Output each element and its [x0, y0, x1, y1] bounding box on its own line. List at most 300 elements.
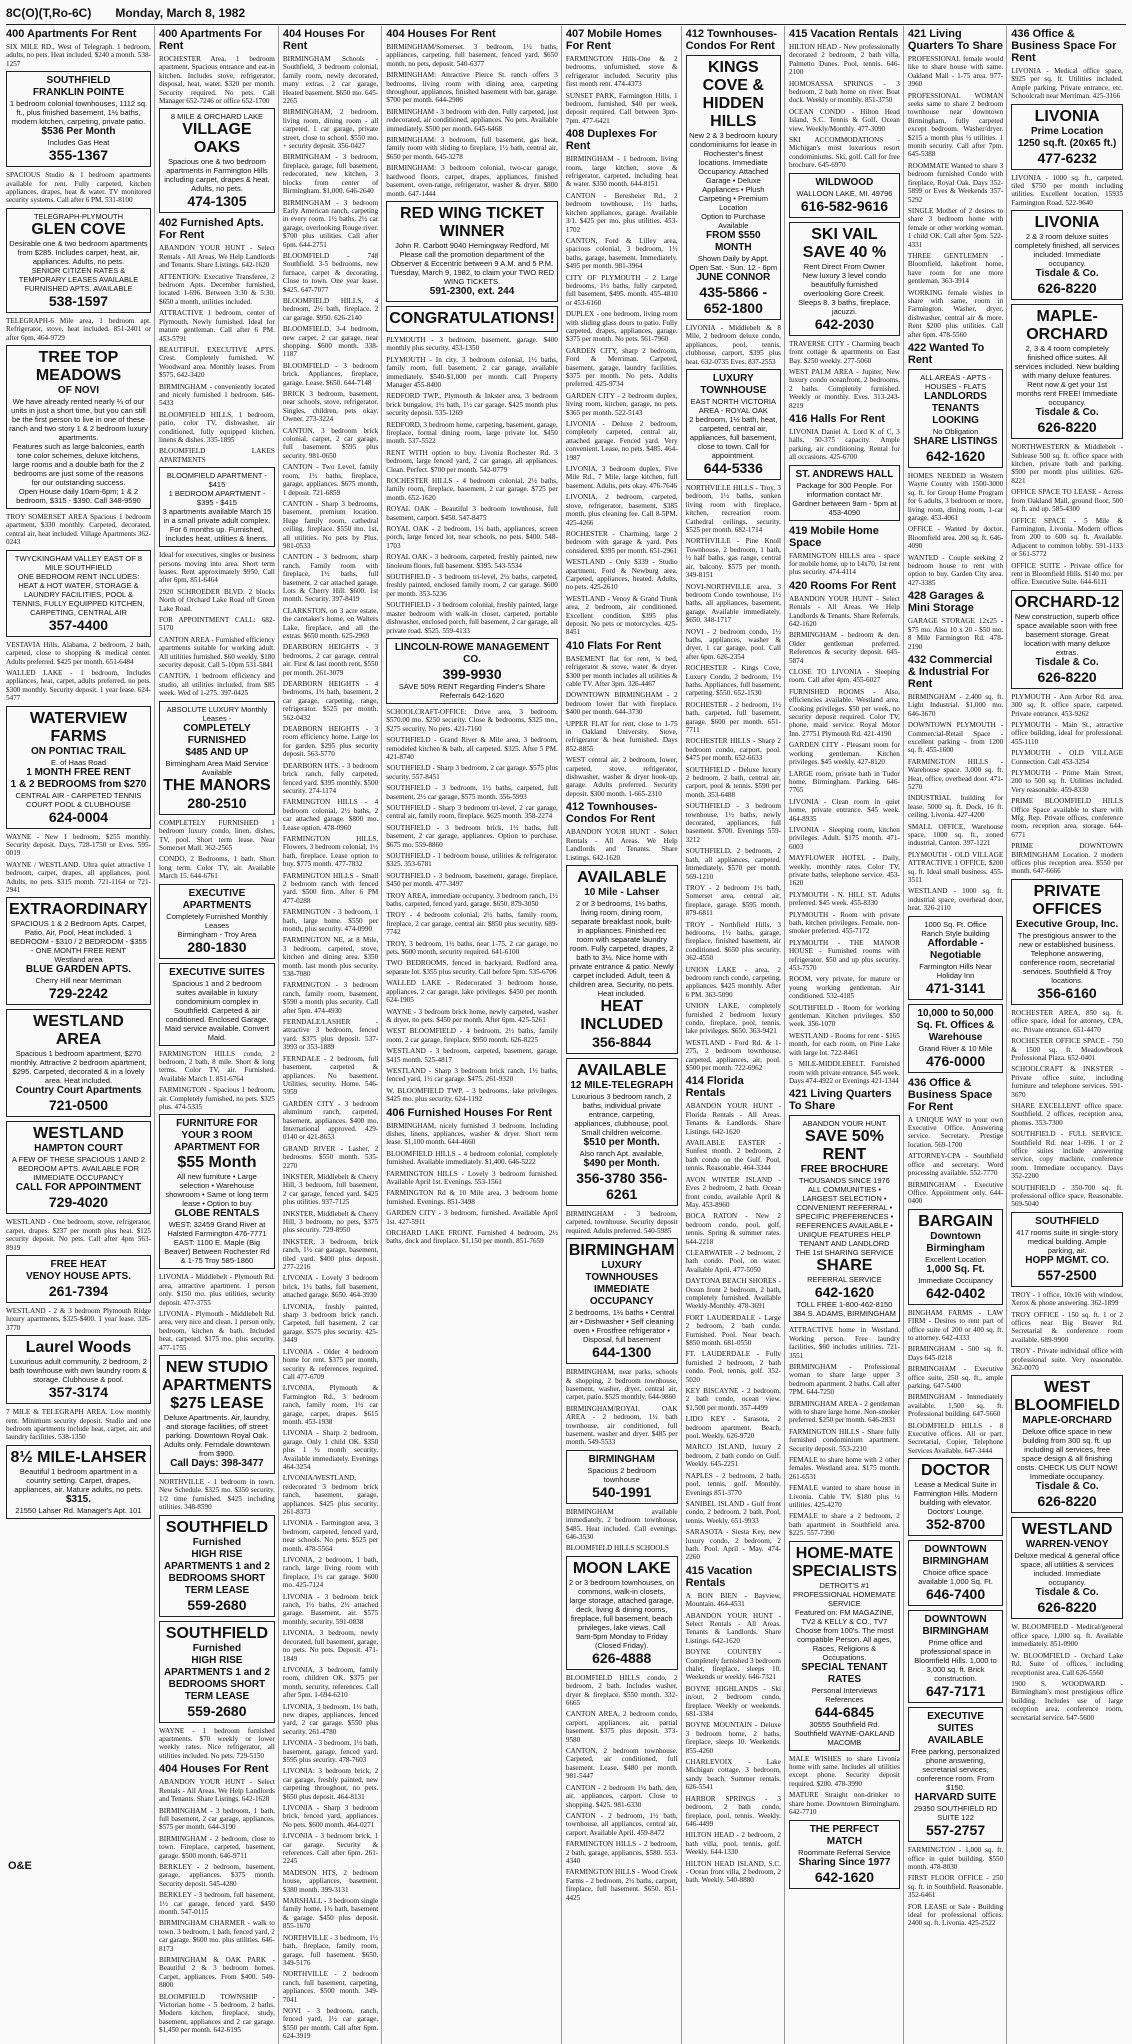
display-ad-line: Featured on: FM MAGAZINE, TV2 & KELLY & CO., TV7: [795, 1607, 894, 1626]
classified-ad: FARMINGTON HILLS condo, 2 bedroom, 2 bath, 8 mile. Short & long terms. Color TV, air. Furnished. Available March 1. 851-6764: [158, 1049, 275, 1083]
display-ad-line: TENANTS LOOKING: [931, 403, 980, 426]
display-ad-line: Deluxe Apartments. Air, laundry, and storage facilities, off street parking. Downtown Royal Oak. Adults only. Ferndale downtown from $900.: [163, 1413, 271, 1459]
display-ad: [908, 1707, 1003, 1842]
display-ad-line: 2 or 3 bedroom townhouses, on commons, walk-in closets, large storage, attached garage, deck, living & dining rooms, fireplace, full basement, beach privileges, lake views. Call 9am-5pm Monday to Friday (Closed Friday).: [568, 1577, 675, 1650]
classified-ad: GARDEN CITY, sharp 2 bedroom, Ford & Merriman. Carpeted, basement, garage, laundry facilities. $375 per month. No pets. Adults preferred. 425-9734: [565, 346, 678, 389]
display-ad: [789, 1820, 900, 1889]
classified-ad: NAPLES - 2 bedroom, 2 bath, pool, tennis, golf. Monthly. Evenings 851-3770: [685, 1471, 781, 1497]
display-ad-line: CALL FOR APPOINTMENT: [15, 1182, 142, 1194]
classified-ad: CANTON - Sharp 3 bedrooms, basement, premium location. Huge family room, cathedral ceiling. fireplace. $550 mo. 1st, all utilities. No pets by Plus. 981-0533: [282, 499, 379, 550]
classified-ad: NORTHVILLE - 1 bedroom in town. New Schedule. $325 mo. $350 security. 1/2 time furnished. $425 including utilities. 348-8590: [158, 1478, 275, 1512]
classified-ad: TROY AREA, immediate occupancy. 3 bedroom ranch, 1½ baths, carpeted, fenced yard, garage. $650. 879-3050: [386, 891, 558, 909]
classified-ad: INKSTER, 3 bedroom, brick ranch, 1½ car garage, basement, tiled yard. $400 plus deposit. 277-2216: [282, 1237, 379, 1272]
classified-ad: BLOOMFIELD HILLS condo, 2 bedroom, 2 bath. Includes washer, dryer & fireplace. $550 month. 332-6665: [565, 1673, 678, 1708]
classified-ad: BIRMINGHAM - Professional woman to share large upper 3 bedroom apartment. 2 baths. Call after 7PM. 644-7250: [788, 1362, 900, 1397]
classified-ad: BIRMINGHAM available immediately, 2 bedroom townhouse, $485. Heat included. Call evenings. 646-3530: [565, 1507, 678, 1541]
display-ad: [6, 208, 151, 313]
display-ad: [1011, 104, 1123, 170]
display-ad: [789, 222, 900, 336]
classified-ad: W. BLOOMFIELD - Medical/general office space, 1,000 sq. ft. Available immediately. 851-0900: [1011, 1623, 1123, 1649]
classified-ad: HARBOR SPRINGS - 3 bedroom, 2 bath condo, fireplace, pool, tennis. Weekly. 646-4499: [685, 1794, 781, 1828]
display-ad-line: CENTRAL AIR - CARPETED TENNIS COURT POOL & CLUBHOUSE: [15, 790, 142, 809]
classified-ad: BIRMINGHAM, nicely furnished 3 bedroom. Including dishes, linens, appliances, washer & dryer. Short term lease. $1,100 month. 644-4660: [386, 1121, 558, 1147]
classified-ad: 2920 SCHROEDER BLVD. 2 blocks North of Orchard Lake Road off Green Lake Road.: [158, 587, 275, 613]
display-ad: [159, 108, 275, 213]
display-ad-line: SPACIOUS 1 & 2 Bedroom Apts. Carpet, Patio, Air, Pool, Heat included. 1 BEDROOM - $310 / 2 BEDROOM - $355 - ONE MONTH FREE RENT: [10, 919, 147, 956]
classified-column: [386, 26, 562, 2044]
display-ad-line: Also ranch Apt. available,: [579, 1148, 664, 1158]
display-ad-line: Please call the promotion department of the Observer & Eccentric between 9 A.M. and 5 P.M. Tuesday, March 9, 1982, to claim your TWO RED WING TICKETS.: [389, 249, 555, 286]
classified-ad: BIRMINGHAM - 2 bedroom, close to town. Fireplace, carpeted, basement, garage. $500 month. 646-9711: [158, 1834, 275, 1860]
display-ad-line: $490 per Month.: [583, 1157, 660, 1169]
classified-ad: FARMINGTON - 3 bedroom ranch, family room, basement, $590 a month plus security. Call after 5pm. 474-4930: [282, 981, 379, 1015]
classified-ad: CANTON - 2 bedroom 1½ bath, den, air, appliances, carport. Close to shopping. $425. 981-6330: [565, 1783, 678, 1809]
display-ad-line: $510 per Month.: [583, 1136, 660, 1148]
classified-ad: LIVONIA, 3 bedroom, family room, children OK. $375 per month, security, references. Call after 5pm. 1-694-6210: [282, 1665, 379, 1700]
display-ad-line: LINCOLN-ROWE MANAGEMENT CO.: [394, 641, 550, 665]
classified-column: [1011, 26, 1126, 2044]
classified-ad: BLOOMFIELD HILLS - 8 Executive offices. All or part. Secretarial, Copier, Telephone Services Available. 647-3444: [907, 1421, 1004, 1455]
classified-ad: 5 MILE-MIDDLEBELT. Furnished room with private entrance. $45 week. Days 474-4922 or Evenings 421-1344: [788, 1060, 900, 1085]
classified-ad: ROOM, very private, for mature or young working gentleman. Air conditioned. 532-4185: [788, 975, 900, 1001]
display-ad-line: Ranch Style building: [921, 928, 990, 938]
classified-ad: ATTORNEY-CPA - Southfield office and secretary. Word processing available. 552-7770: [907, 1152, 1004, 1178]
classified-ad: BINGHAM FARMS - LAW FIRM - Desires to rent part of office suite of 200 or 400 sq. ft. to attorney. 642-4333: [907, 1308, 1004, 1342]
classified-ad: SCHOOLCRAFT & INKSTER - Private office suite, including furniture and telephone services. 591-3670: [1011, 1065, 1123, 1099]
display-ad-line: 616-582-9616: [800, 197, 889, 214]
classified-ad: GRAND RIVER - Lasher, 2 bedrooms. $550 month. 535-2270: [282, 1144, 379, 1170]
display-ad-line: WESTLAND AREA: [33, 1013, 124, 1049]
display-ad-line: Executive Group, Inc.: [1015, 918, 1119, 930]
classified-ad: BIRMINGHAM: 3 bedroom, full basement, gas heat, family room with sliding to fireplace, 1½ bath, central air, $650 per month. 645-3278: [386, 136, 558, 161]
display-ad-line: WARREN-VENOY: [1025, 1539, 1109, 1551]
display-ad-line: KINGS COVE & HIDDEN HILLS: [702, 59, 764, 130]
classified-ad: FT. LAUDERDALE - Fully furnished 2 bedroom, 2 bath condo. Pool, tennis, golf. 352-5020: [685, 1350, 781, 1384]
section-heading: 404 Houses For Rent: [282, 28, 365, 52]
display-ad-line: ABANDON YOUR HUNT: [802, 1119, 887, 1129]
display-ad-line: SOUTHFIELD: [1035, 1215, 1100, 1227]
display-ad: [6, 1445, 151, 1519]
classified-ad: LIVONIA - Middlebelt - Plymouth Rd. area, attractive apartment. 1 person only. $150 mo. plus utilities, security deposit. 477-3755: [158, 1273, 275, 1307]
display-ad-line: SHARE: [816, 1257, 873, 1275]
display-ad-line: 280-2510: [187, 794, 247, 811]
classified-ad: INKSTER, Middlebelt & Cherry Hill, 3 bedroom, no pets, $375 plus security. 729-8950: [282, 1209, 379, 1235]
classified-ad: WAYNE / WESTLAND. Ultra quiet attractive 1 bedroom, carpet, drapes, all appliances, pool. Adults, no pets. $315 month. 721-1164 or 721-2941: [6, 860, 151, 894]
section-heading: 412 Townhouses-Condos For Rent: [565, 801, 658, 826]
classified-ad: REDFORD, 3 bedroom home, carpeting, basement, garage, fireplace, formal dining room, large private lot. $450 month. 537-5522: [386, 420, 558, 446]
display-ad-line: VILLAGE OAKS: [182, 121, 252, 157]
classified-ad: ROYAL OAK - 2 bedroom, 1½ bath, appliances, screen porch, large fenced lot, near schools, no pets. $400. 548-1703: [386, 525, 558, 550]
classified-ad: LIDO KEY - Sarasota, 2 bedroom apartment. Beach, pool. Weekly. 626-9720: [685, 1415, 781, 1441]
classified-ad: RENT WITH option to buy. Livonia Rochester Rd. 3 bedroom, large fenced yard, 2 car garage, all appliances. Clean. Perfect. $700 per month. 542-0779: [386, 448, 558, 474]
issue-date: Monday, March 8, 1982: [115, 6, 246, 20]
display-ad-line: ABSOLUTE LUXURY Monthly Leases -: [166, 704, 268, 723]
display-ad-line: GLEN COVE: [31, 220, 126, 238]
classified-ad: ROCHESTER - Charming, large 2 bedroom with garage & yard. Pets considered. $395 per month. 651-2961: [565, 529, 678, 555]
classified-ad: NORTHWESTERN & Middlebelt - Sublease 500 sq. ft. office space with kitchen, private bath and parking. $500 per month plus utilities. 626-8221: [1011, 443, 1123, 485]
classified-ad: ABANDON YOUR HUNT - Select Rentals - All Areas. Tenants & Landlords. Share Listings. 642-1620: [685, 1611, 781, 1645]
classified-ad: GARDEN CITY - 3 bedroom aluminum ranch, carpeted, basement, appliances. $400 mo. International approved. 429-0140 or 421-8653: [282, 1099, 379, 1142]
display-ad-line: VENOY HOUSE APTS.: [25, 1271, 131, 1282]
display-ad-line: John R. Carbott 9040 Hemingway Redford, MI: [395, 240, 549, 250]
classified-ad: ROCHESTER AREA, 850 sq. ft. office space, ideal for attorney, CPA, etc. Private entrance. 651-4470: [1011, 1008, 1123, 1034]
display-ad-line: THE PERFECT MATCH: [809, 1823, 880, 1847]
classified-ad: BOCA RATON - New 2 bedroom condo, pool, golf, tennis. Spring & summer rates. 644-2218: [685, 1212, 781, 1246]
classified-ad: SOUTHFIELD - Sharp 3 bedroom, 2 car garage. $575 plus security. 557-8451: [386, 764, 558, 781]
classified-ad: BIRMINGHAM - 2,400 sq. ft. Light Industrial. $1,000 mo. 646-3670: [907, 692, 1004, 718]
display-ad-line: Birmingham - Troy Area: [177, 929, 257, 939]
classified-ad: SARASOTA - Siesta Key, new luxury condo, 2 bedroom, 2 bath. Pool. April - May. 474-2260: [685, 1528, 781, 1562]
display-ad-line: 1250 sq.ft. (20x65 ft.): [1017, 137, 1117, 149]
display-ad-line: 591-2300, ext. 244: [429, 285, 515, 297]
section-heading: 419 Mobile Home Space: [788, 524, 879, 549]
display-ad: [6, 1255, 151, 1303]
section-heading: 414 Florida Rentals: [685, 1075, 744, 1100]
classified-ad: OFFICE - Wanted by doctor. Bloomfield area. 200 sq. ft. 646-4090: [907, 525, 1004, 551]
classified-ad: CONDO, 2 Bedrooms, 1 bath. Short long term. Color TV, air. Available March 15. 644-6761: [158, 855, 275, 881]
display-ad-line: Completely Furnished Monthly Leases: [166, 911, 268, 930]
display-ad-line: 538-1597: [48, 292, 109, 309]
classified-ad: WORKING female wishes to share with same, room in Farmington. Washer, dryer, dishwasher, central air & more. Rent $200 plus utilities. Call after 6pm. 478-5560: [907, 288, 1004, 339]
display-ad-line: Furnished: [192, 1536, 242, 1548]
classified-ad: BRICK 3 bedroom, basement, near schools, stove, refrigerator. Singles, children, pets okay. Owner. 273-3224: [282, 390, 379, 424]
display-ad-line: Tisdale & Co.: [1035, 656, 1099, 668]
classified-ad: FARMINGTON HILLS - Share fully furnished condominium apartment. Security deposit. 553-2210: [788, 1427, 900, 1453]
classified-ad: SOUTHFIELD, 2 bedroom, 2 bath, all appliances, carpeted. Immediately. $570 per month. 569-1210: [685, 847, 781, 881]
display-ad-line: EAST NORTH VICTORIA AREA - ROYAL OAK: [690, 397, 776, 416]
classified-ad: GARDEN CITY - 3 bedroom, furnished. Available April 1st. 427-5911: [386, 1209, 558, 1226]
display-ad-line: 474-1305: [187, 193, 247, 210]
display-ad: [789, 1115, 900, 1322]
display-ad: [159, 1515, 275, 1617]
display-ad-line: Cherry Hill near Merriman: [35, 976, 122, 986]
display-ad-line: EXTRAORDINARY: [9, 901, 148, 919]
classified-ad: WESTLAND - Rooms for rent - $165 month, for each room, on Pine Lake with large lot. 722-8461: [788, 1031, 900, 1057]
page-header: [6, 4, 1126, 25]
classified-ad: FARMINGTON HILLS - Small 2 bedroom ranch with fenced yard. $500 firm. After 6 PM 477-0288: [282, 871, 379, 905]
classified-ad: ROCHESTER Area, 1 bedroom apartment. Spacious entrance and eat-in kitchen. Includes stove, refrigerator, disposal, heat, water. $320 per month. Security required. No pets. Call Manager 652-7246 or office 652-1700: [158, 55, 275, 106]
classified-ad: CANTON, 3 bedroom brick colonial, carpet, 2 car garage, full basement. $595 plus security. 981-0650: [282, 426, 379, 460]
display-ad-line: 647-7171: [925, 1683, 986, 1700]
classified-ad: ROCHESTER OFFICE SPACE - 750 & 1500 sq. ft. Meadowbrook Professional Plaza. 652-0401: [1011, 1037, 1123, 1062]
classified-ad: WESTLAND - Only $339 - Studio apartment, Ford & Newburg area. Carpeted, appliances, heated. Adults, no pets. 425-2610: [565, 558, 678, 592]
classified-ad: BOYNE MOUNTAIN - Deluxe 3 bedroom home, 2 baths, fireplace, sleeps 10. Weekends. 855-4260: [685, 1721, 781, 1755]
display-ad-line: ON PONTIAC TRAIL: [30, 745, 126, 757]
display-ad-line: Tisdale & Co.: [1035, 407, 1099, 419]
display-ad-line: HEAT INCLUDED: [580, 997, 664, 1033]
classified-ad: BIRMINGHAM: 3 bedroom colonial, two-car garage, hardwood floors, carpet, drapes, appliances, finished basement, oven-range, refrigerator, washer & dryer. $800 month. 647-1444: [386, 164, 558, 198]
section-heading: 421 Living Quarters To Share: [907, 28, 1004, 52]
classified-ad: DEARBORN HEIGHTS - 3 room efficiency home. Large lot for garden. $295 plus security deposit. 563-5770: [282, 725, 379, 759]
display-ad: [6, 897, 151, 1005]
display-ad: [1011, 304, 1123, 439]
display-ad-line: 540-1991: [592, 1483, 652, 1500]
display-ad-line: Roommate Referral Service: [798, 1847, 891, 1857]
classified-ad: HILTON HEAD ISLAND, S.C. - Ocean front villa, 2 bedroom, 2 bath. Weekly. 540-8880: [685, 1859, 781, 1885]
display-ad-line: 476-0000: [925, 1052, 986, 1069]
display-ad: [159, 467, 275, 547]
display-ad: [686, 369, 781, 480]
display-ad-line: WEST BLOOMFIELD: [1014, 1379, 1120, 1415]
display-ad-line: Spacious one & two bedroom apartments in Farmington Hills including carpet, drapes & heat. Adults, no pets.: [164, 157, 270, 194]
classified-ad: BLOOMFIELD HILLS, 4 bedroom, 2½ bath, fireplace, 2 car garage. $950. 626-2140: [282, 296, 379, 322]
classified-ad: REDFORD TWP., Plymouth & Inkster area, 3 bedroom brick bungalow, 1½ bath, 1½ car garage. $425 month plus security deposit. 535-1269: [386, 392, 558, 418]
display-ad-line: Tisdale & Co.: [1035, 1587, 1099, 1599]
classified-ad: HILTON HEAD - 2 bedroom, 2 bath villa, pool, tennis, golf. Weekly. 644-1330: [685, 1831, 781, 1857]
display-ad: [566, 1450, 678, 1504]
classified-column: [686, 26, 785, 2044]
display-ad-line: 356-8844: [592, 1033, 652, 1050]
display-ad: [566, 1058, 678, 1206]
display-ad-line: TOLL FREE 1-800-462-8150 384 S. ADAMS, BIRMINGHAM: [792, 1300, 896, 1319]
classified-ad: PLYMOUTH - Room with private bath, kitchen privileges. Female, non-smoker preferred. 455-7172: [788, 910, 900, 936]
display-ad-line: BIRMINGHAM: [588, 1453, 655, 1465]
classified-ad: WESTLAND - 3 bedroom, carpeted, basement, garage, $415 month. 525-4817: [386, 1047, 558, 1064]
classified-ad: TRAVERSE CITY - Charming beach front cottage & apartments on East Bay. $250 weekly. 277-5060: [788, 339, 900, 365]
display-ad-line: 8 MILE & ORCHARD LAKE: [170, 112, 263, 122]
classified-ad: INDUSTRIAL building for lease. 5000 sq. ft. Dock, 16 ft. ceiling. Livonia. 427-4200: [907, 794, 1004, 820]
classified-ad: HOMOSASSA SPRINGS - 3 bedroom, 2 bath home on river. Boat dock. Weekly or monthly. 851-3750: [788, 79, 900, 105]
display-ad-line: Includes Gas Heat: [47, 138, 110, 148]
display-ad-line: 1 bedroom colonial townhouses, 1112 sq. ft., plus finished basement, 1½ baths, modern kitchen, carpeting, private patio.: [9, 99, 148, 127]
classified-ad: LIVONIA - Sharp 3 bedroom brick, fenced yard, appliances. No pets. $600 month. 464-0271: [282, 1804, 379, 1829]
classified-ad: SOUTHFIELD - Deluxe luxury 2 bedroom, 2 bath, central air, carport, pool & tennis. $590 per month. 353-6488: [685, 765, 781, 799]
classified-ad: CANTON AREA - Furnished efficiency apartments suitable for working adult. All utilities furnished. $60 weekly. $180 security deposit. Call 5-10pm 531-5841: [158, 635, 275, 670]
classified-ad: FEMALE to share home with 2 other females. Westland area. $175 month. 261-6531: [788, 1456, 900, 1481]
display-ad: [6, 71, 151, 167]
classified-ad: NOVI-NORTHVILLE area, 3 bedroom Condo townhouse, 1½ baths, all appliances, basement, garage. Available immediately. $650. 348-1717: [685, 582, 781, 625]
section-heading: 432 Commercial & Industrial For Rent: [907, 653, 993, 690]
display-ad-line: 29350 SOUTHFIELD RD SUITE 122: [913, 1804, 998, 1823]
display-ad-line: Personal Interviews References: [811, 1685, 878, 1704]
display-ad-line: 21550 Lahser Rd. Manager's Apt. 101: [15, 1505, 142, 1515]
display-ad-line: EXECUTIVE SUITES: [169, 966, 265, 978]
classified-ad: LIVONIA - Medical office space, $925 per sq. ft. Utilities included. Ample parking. Private entrance, etc. Schoolcraft near Merriman. 425-3166: [1011, 67, 1123, 101]
classified-ad: SOUTHFIELD - 3 bedroom townhouse, 1½ baths, newly decorated, appliances, full basement. $700. Evenings 559-3212: [685, 802, 781, 844]
classified-ad: SPACIOUS Studio & 1 bedroom apartments available for rent. Fully carpeted, kitchen appliances, drapes, heat & water. TV monitored security systems. Call after 6 PM. 531-8100: [6, 171, 151, 205]
classified-ad: BLOOMFIELD - 3 bedroom brick. Appliances, fireplace, garage. Lease. $650. 644-7148: [282, 361, 379, 387]
display-ad-line: Rent Direct From Owner: [803, 261, 886, 271]
classified-ad: TROY - Private individual office with professional suite. Very reasonable. 362-0070: [1011, 1347, 1123, 1373]
display-ad-line: New luxury 3 level condo beautifully furnished overlooking Gore Creek. Sleeps 8. 3 baths, fireplace, jacuzzi.: [798, 270, 891, 316]
classified-ad: CANTON - Two Level, family room, 1½ baths, fireplace, garage, appliances. $675 month, 1 deposit. 721-6859: [282, 463, 379, 497]
classified-column: [908, 26, 1007, 2044]
classified-ad: LIVONIA - Sleeping room, kitchen privileges. Adult. $175 month. 471-6003: [788, 825, 900, 851]
display-ad-line: 3 apartments available March 15 in a small private adult complex. For 6 months up. Furnished, includes heat, utilities & linens.: [162, 507, 272, 544]
display-ad-line: 729-2242: [48, 985, 109, 1002]
classified-ad: SUNSET PARK, Farmington Hills, 1 bedroom, furnished, $40 per week, deposit required. Call between 3pm-7pm. 477-6421: [565, 91, 678, 125]
display-ad-line: 1,000 Sq. Ft.: [926, 1263, 985, 1275]
display-ad-line: No Obligation: [932, 427, 979, 436]
classified-ad: SHARE EXCELLENT office space. Southfield. 2 offices, reception area, phones. 353-7300: [1011, 1101, 1123, 1127]
display-ad: [908, 1004, 1003, 1073]
display-ad-line: SAVE 50% RENT Regarding Finder's Share Referrals 642-1620: [398, 681, 546, 700]
classified-ad: WAYNE - New 1 bedroom, $255 monthly. Security deposit. Days, 728-1750 or Eves. 595-0019: [6, 832, 151, 858]
display-ad-line: 8½ MILE-LAHSER: [10, 1448, 147, 1466]
classified-ad: SOUTHFIELD - Sharp 3 bedroom tri-level, 2 car garage, central air, family room, fireplace. $625 month. 358-2274: [386, 803, 558, 821]
display-ad-line: 646-7400: [925, 1586, 986, 1603]
display-ad-line: DOWNTOWN BIRMINGHAM: [922, 1544, 989, 1568]
display-ad-line: 477-6232: [1037, 149, 1097, 166]
classified-ad: TROY - 2 bedroom 1½ bath, Somerset area, central air, fireplace, garage. $595 month. 879-6811: [685, 883, 781, 918]
classified-ad: PLYMOUTH - N. HILL ST. Adults preferred. $45 week. 455-8330: [788, 890, 900, 908]
display-ad-line: Tisdale & Co.: [1035, 1481, 1099, 1493]
classified-ad: BLOOMFIELD, 3-4 bedroom, new carpet, 2 car garage, near shopping. $600 month. 338-1187: [282, 325, 379, 359]
display-ad-line: 626-8220: [1037, 1599, 1097, 1616]
display-ad-line: OF NOVI: [57, 385, 100, 397]
edition-code: 8C(O)(T,Ro-6C): [6, 6, 92, 20]
display-ad-line: Desirable one & two bedroom apartments from $285. Includes carpet, heat, air, appliances. Adults, no pets.: [9, 238, 148, 266]
classified-ad: PLYMOUTH - OLD VILLAGE Connection. Call 453-3254: [1011, 749, 1123, 766]
section-heading: 415 Vacation Rentals: [685, 1564, 753, 1589]
display-ad-line: 642-1620: [814, 1868, 874, 1885]
section-heading: 407 Mobile Homes For Rent: [565, 28, 662, 52]
classified-ad: DEARBORN HEIGHTS - 4 bedrooms, 1½ bath, basement, 2 car garage, carpeting, range, refrigerator. $525 per month. 562-0432: [282, 680, 379, 722]
display-ad-line: TREE TOP MEADOWS: [35, 349, 122, 385]
classified-ad: ATTRACTIVE 1 bedroom, center of Plymouth. Newly furnished. Ideal for mature gentleman. Call after 6 PM. 453-5791: [158, 309, 275, 343]
display-ad-line: BLOOMFIELD APARTMENT - $415: [166, 471, 267, 490]
classified-ad: OFFICE SPACE - 5 Mile & Farmington, Livonia. Modern offices from 200 to 600 sq. ft. Available. Adjacent to common lobby. 591-1133 or 561-5772: [1011, 516, 1123, 559]
classified-ad: WESTLAND - 2 & 3 bedroom Plymouth Ridge luxury apartments, $325-$400. 1 year lease. 326-3770: [6, 1307, 151, 1332]
section-heading: 421 Living Quarters To Share: [788, 1088, 892, 1113]
classified-ad: FIRST FLOOR OFFICE - 250 sq. ft. in Southfield. Reasonable. 352-6461: [907, 1874, 1004, 1900]
display-ad: [1011, 879, 1123, 1005]
display-ad: [159, 1621, 275, 1723]
display-ad-line: 624-0004: [48, 808, 109, 825]
display-ad-line: BLUE GARDEN APTS.: [25, 964, 132, 976]
display-ad-line: HARVARD SUITE: [914, 1792, 997, 1804]
classified-ad: WAYNE - 3 bedroom brick home, newly carpeted, washer & dryer, no pets. $450 per month. After 6pm. 425-5261: [386, 1007, 558, 1024]
classified-ad: CANTON AREA, 2 bedroom condo, carport, appliances, air, partial basement. $375 plus deposit. 373-9580: [565, 1710, 678, 1744]
display-ad-line: Country Court Apartments: [15, 1085, 142, 1097]
classified-ad: PRIME DOWNTOWN BIRMINGHAM Location. 2 modern offices plus reception area. $550 per month. 647-6666: [1011, 842, 1123, 876]
classified-ad: UNION LAKE, completely furnished 2 bedroom luxury condo, fireplace, pool, tennis, lake privileges. $650. 363-9421: [685, 1002, 781, 1036]
section-heading: 436 Office & Business Space For Rent: [907, 1076, 993, 1113]
classified-ad: BIRMINGHAM, 2 bedroom, living room, dining room - all carpeted. 1 car garage, private street, close to school. $550 mo. + security deposit. 356-0427: [282, 108, 379, 151]
classified-ad: LIVONIA - Clean room in quiet home, private entrance. $45 week. 464-8935: [788, 797, 900, 823]
display-ad: [386, 201, 558, 302]
classified-ad: FERNDALE/LASHER - attractive 3 bedroom, fenced yard. $375 plus deposit. 537-3993 or 353-1889: [282, 1018, 379, 1052]
display-ad-line: WATERVIEW FARMS: [29, 709, 128, 745]
classified-ad: SOUTHFIELD - 3 bedroom, 1½ baths, carpeted, full basement, 2½ car garage, $575 month. 356-5993: [386, 784, 558, 801]
display-ad-line: 356-6160: [1037, 984, 1097, 1001]
classified-ad: CHARLEVOIX - Lake Michigan cottage, 3 bedroom, sandy beach. Summer rentals. 626-5541: [685, 1758, 781, 1792]
classified-ad: BLOOMFIELD HILLS - 4 bedroom colonial, completely furnished. Available immediately. $1,400. 646-5222: [386, 1149, 558, 1167]
classified-ad: LIVONIA, 3 bedroom duplex, Five Mile Rd., 7 Mile, large kitchen, full basement. Adults, pets okay. 476-7646: [565, 465, 678, 490]
display-ad-line: Immediate Occupancy: [918, 1275, 993, 1285]
classified-ad: BIRMINGHAM/ROYAL OAK AREA - 2 bedroom, 1½ bath townhouse, air conditioned, full basement, washer and dryer. $485 per month. 549-5533: [565, 1404, 678, 1447]
classified-ad: SOUTHFIELD - 3 bedroom, basement, garage, fireplace, $450 per month. 477-3497: [386, 871, 558, 889]
classified-ad: SOUTHFIELD - FULL SERVICE. Southfield Rd. near 1-696. 1 or 2 office suites include answering service, copy machine, conference room. Immediate occupancy. Days 352-2200: [1011, 1130, 1123, 1181]
classified-ad: WESTLAND - Venoy & Grand Trunk area, 2 bedroom, air conditioned. Excellent condition. $395 plus deposit. No pets or motorcycles. 425-8451: [565, 594, 678, 637]
display-ad: [908, 1209, 1003, 1305]
display-ad-line: 642-2030: [814, 315, 874, 332]
section-heading: 406 Furnished Houses For Rent: [386, 1106, 552, 1119]
display-ad: [566, 865, 678, 1054]
display-ad-line: LIVONIA: [1034, 107, 1100, 125]
display-ad-line: CONGRATULATIONS!: [389, 309, 555, 327]
display-ad-line: Shown Daily by Appt. Open Sat. - Sun. 12 - 6pm: [689, 254, 778, 272]
display-ad-line: THOUSANDS SINCE 1976 ALL COMMUNITIES • LARGEST SELECTION • CONVENIENT REFERRAL • SPECIFIC PREFERENCES • REFERENCES AVAILABLE • UNIQUE FEATURES HELP TENANT AND LANDLORD THE 1st SHARING SERVICE: [795, 1176, 894, 1258]
classified-ad: BIRMINGHAM Schools - Southfield, 3 bedroom colonial, family room, newly decorated, many extras. 2 car garage, Heated basement. $650 mo. 645-2265: [282, 55, 379, 106]
classified-ad: 1900 S. WOODWARD - Birmingham's most prestigious office building. Includes use of large reception area, conference room, secretarial service. 647-5600: [1011, 1679, 1123, 1722]
display-ad-line: HIGH RISE APARTMENTS 1 and 2 BEDROOMS SHORT TERM LEASE: [163, 1548, 270, 1596]
display-ad-line: SAVE 40 %: [802, 243, 887, 261]
classified-ad: PRIME BLOOMFIELD HILLS Office Space available to share with Mfg. Rep. Private offices, conference room, reception area, storage. 644-6771: [1011, 797, 1123, 839]
classified-ad: FARMINGTON HILLS - 4 bedroom colonial, 2½ baths, 2 car attached garage. $800 mo. Lease option. 478-0960: [282, 798, 379, 832]
display-ad-line: 642-1620: [814, 1284, 874, 1301]
classified-ad: ABANDON YOUR HUNT - Select Rentals - All Areas. We Help Landlords and Tenants. Share Listings. 642-1620: [158, 244, 275, 270]
classified-ad: ABANDON YOUR HUNT - Select Rentals - All Areas. We Help Landlords and Tenants. Share Listings. 642-1620: [158, 1778, 275, 1804]
classified-ad: MARSHALL - 3 bedroom single family home, 1½ bath, basement & garage. $450 plus deposit. 855-1670: [282, 1897, 379, 1931]
display-ad-line: Westland area: [54, 955, 103, 965]
classified-ad: BIRMINGHAM CHARMER - walk to town. 3 bedroom, 1 bath, fenced yard, 2 car garage. $600 mo. plus utilities. 646-8173: [158, 1919, 275, 1953]
classified-ad: 7 MILE & TELEGRAPH AREA. Low monthly rent. Minimum security deposit. Studio and one bedroom apartments include heat, carpet, air, and laundry facilities. 538-1350: [6, 1408, 151, 1442]
classified-ad: LIVONIA, Plymouth & Farmington Rd., 3 bedroom ranch, family room, 1½ car garage, carpet, drapes. $615 month. 453-1938: [282, 1384, 379, 1426]
classified-ad: BIRMINGHAM/Somerset. 3 bedroom, 1½ baths, appliances, carpeting, full basement, fenced yard. $650 month, no pets, deposit. 540-6377: [386, 43, 558, 68]
display-ad: [908, 916, 1003, 1000]
classified-ad: BLOOMFIELD HILLS SCHOOLS: [565, 1544, 669, 1553]
classified-ad: CANTON - 2 bedroom, 1½ bath, townhouse, all appliances, central air, carport. Available April. 459-8472: [565, 1811, 678, 1837]
classified-ad: PLYMOUTH - Prime Main Street, 200 to 500 sq. ft. Utilities included. Very reasonable. 459-8330: [1011, 769, 1123, 794]
classified-ad: PROFESSIONAL female would like to share house with same. Oakland Mall - 1-75 area. 977-3960: [907, 55, 1004, 89]
classified-ad: SOUTHFIELD - Grand River & Mile area, 3 bedroom, remodeled kitchen & bath, all carpeted. $325. After 5 PM. 421-8740: [386, 736, 558, 761]
display-ad-line: 559-2680: [187, 1702, 247, 1719]
display-ad: [6, 1335, 151, 1404]
classified-ad: DAYTONA BEACH SHORES - Ocean front 2 bedroom, 2 bath, completely furnished. Available Weekly-Monthly. 478-3691: [685, 1277, 781, 1311]
display-ad-line: Choice office space available 1,000 Sq. Ft.: [918, 1568, 993, 1587]
classified-ad: CITY OF PLYMOUTH - 2 Large bedrooms, 1½ baths, fully carpeted, full basement, $495. month. 455-4810 or 453-6160: [565, 273, 678, 307]
display-ad-line: LANDLORDS: [924, 391, 987, 402]
display-ad: [6, 550, 151, 637]
classified-ad: SIX MILE RD., West of Telegraph. 1 bedroom, adults, no pets. Heat included. $240 a month. 538-1257: [6, 43, 151, 68]
classified-ad: LIVONIA - Plymouth - Middlebelt Rd. area, very nice and clean. 1 person only, bedroom, kitchen & bath. Included heat, carpeted. $175 mo. plus security. 477-1755: [158, 1310, 275, 1352]
classified-ad: TWO BEDROOMS, fenced in backyard, Redford area, separate lot. $355 plus security. Call before 5pm. 535-6706: [386, 959, 558, 976]
display-ad: [908, 1540, 1003, 1606]
display-ad: [908, 1610, 1003, 1703]
display-ad-line: DOWNTOWN BIRMINGHAM: [922, 1614, 989, 1638]
display-ad-line: 626-8220: [1037, 419, 1097, 436]
classified-ad: HOMES NEEDED in Western Wayne County with 1500-3000 sq. ft. for Group Home Program for 6 adults, 3 bedroom or more, living room, dining room, 1-car garage. 453-4061: [907, 472, 1004, 523]
display-ad-line: Luxurious 3 bedroom ranch, 2 baths, individual private entrance, carpeting, appliances, clubhouse, pool. Small children welcome.: [571, 1091, 672, 1137]
display-ad-line: Birmingham Area Maid Service Available: [165, 758, 269, 777]
display-ad-line: FROM $550 MONTH: [706, 230, 761, 253]
classified-ad: LIVONIA - Middlebelt & 8 Mile, 2 bedroom deluxe condo, appliances, pool, tennis, clubhouse, carport, $395 plus heat. 632-0735 Eves. 837-2553: [685, 324, 781, 366]
classified-ad: ROCHESTER - Kings Cove, Luxury Condo, 2 bedroom, 1½ baths. Appliances, full basement, carpeting. $550. 652-1530: [685, 664, 781, 698]
display-ad-line: The prestigious answer to the new or established business. Telephone answering, conference room, secretarial services. Southfield & Troy locations.: [1017, 930, 1117, 985]
display-ad-line: HAMPTON COURT: [34, 1143, 123, 1155]
display-ad: [159, 1355, 275, 1474]
classified-ad: TROY - Northfield Hills, 3 bedrooms, 1½ baths, garage, fireplace, finished basement, air conditioned. $650 plus security. 362-4550: [685, 920, 781, 963]
display-ad-line: 644-1300: [592, 1344, 652, 1361]
classified-ad: CANTON - 3 bedroom, sharp ranch. Family room with fireplace, 1½ baths, full basement. 2 car attached garage. Lots & Cherry Hill. $600. 1st month. Security. 397-8419: [282, 553, 379, 604]
classified-ad: MADISON HTS, 2 bedroom house, appliances, basement. $380 month. 399-3131: [282, 1868, 379, 1894]
display-ad-line: New 2 & 3 bedroom luxury condominiums for lease in Rochester's finest locations. Immediate Occupancy. Attached Garage • Deluxe Appliances • Plush Carpeting • Premium Location: [689, 131, 778, 212]
classified-ad: A UNIQUE WAY to your own Executive Office. Answering service. Secretary. Prestige location. 569-1700: [907, 1115, 1004, 1149]
classified-ad: DOWNTOWN BIRMINGHAM - 2 bedroom lower flat with fireplace. $400 per month. 644-3730: [565, 691, 678, 717]
display-ad-line: Deluxe office space in new building from 300 sq. ft. up including all services, free space design & all finishing costs. CHECK US OUT NOW! Immediate occupancy.: [1016, 1427, 1118, 1482]
display-ad: [386, 306, 558, 332]
classified-ad: MARCO ISLAND, luxury 2 bedroom, 2 bath condo on Gulf. Weekly. 645-2251: [685, 1443, 781, 1469]
classified-ad: TROY SOMERSET AREA Spacious 1 bedroom apartment, $330 monthly. Carpeted, decorated, central air, heat included. Village Apartments 362-0243: [6, 513, 151, 547]
classified-ad: WALLED LAKE - Redecorated 3 bedroom house, appliances, 2 car garage, lake privileges. $450 per month. 624-1905: [386, 979, 558, 1005]
section-heading: 404 Houses For Rent: [158, 1763, 269, 1776]
classified-ad: TELEGRAPH-6 Mile area, 1 bedroom apt. Refrigerator, stove, heat included. 851-2401 or after 6pm, 464-9729: [6, 316, 151, 342]
display-ad-line: JUNE CONNOR: [696, 272, 771, 283]
classified-ad: AVON WINTER ISLAND - Eves 2 bedroom, 2 bath. Ocean front condo, available April & May. 453-8960: [685, 1175, 781, 1209]
classified-ad: ROYAL OAK - 3 bedroom, carpeted, freshly painted, new linoleum floors, full basement. $395. 543-5534: [386, 553, 558, 570]
display-ad: [1011, 590, 1123, 689]
